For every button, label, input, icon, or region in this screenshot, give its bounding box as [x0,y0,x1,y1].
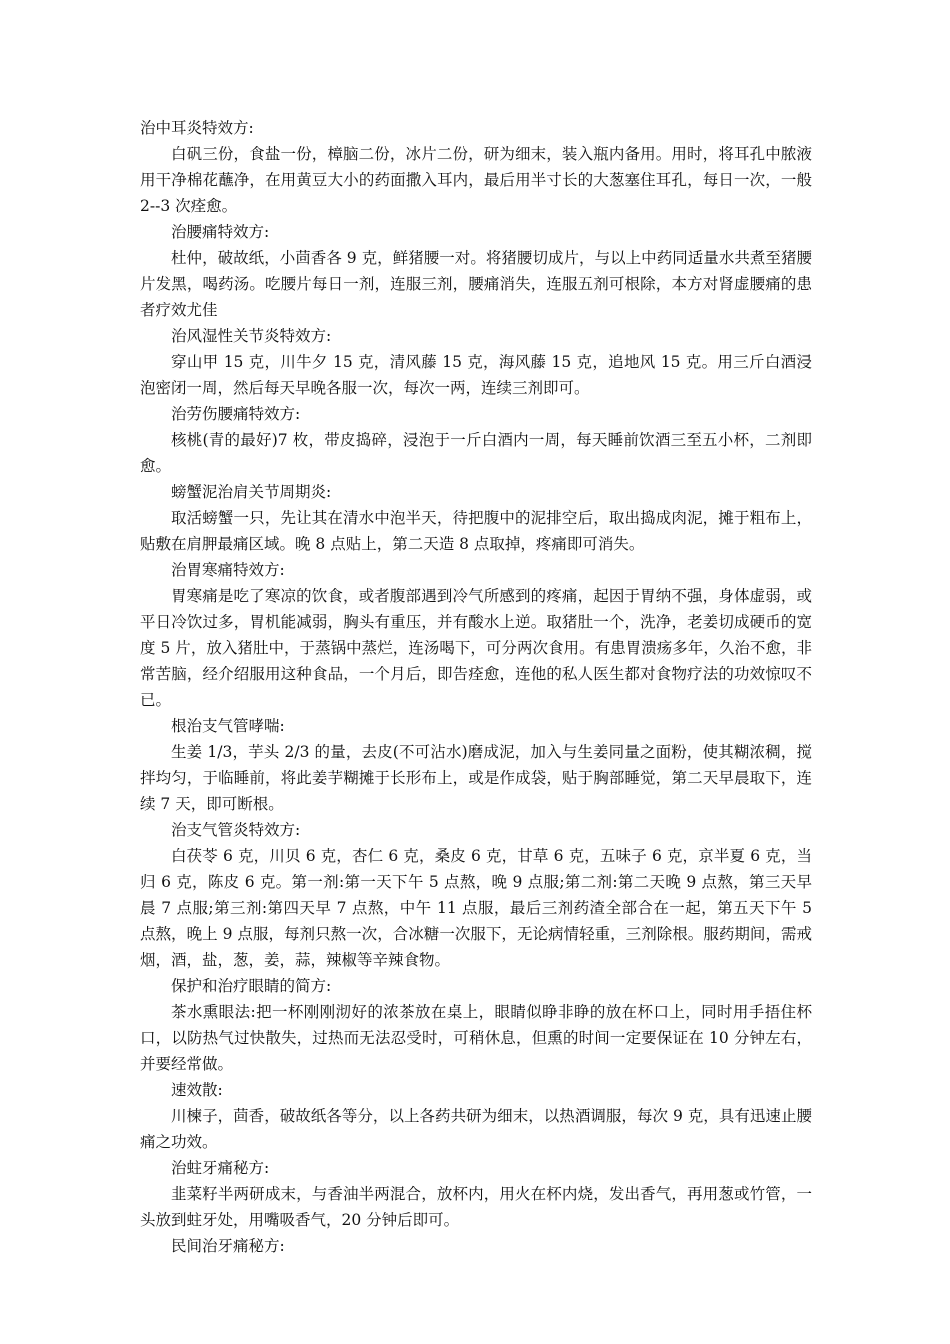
section-body: 穿山甲 15 克，川牛夕 15 克，清风藤 15 克，海风藤 15 克，追地风 15 克。用三斤白酒浸泡密闭一周，然后每天早晚各服一次，每次一两，连续三剂即可。 [140,353,812,397]
section-body: 取活螃蟹一只，先让其在清水中泡半天，待把腹中的泥排空后，取出捣成肉泥，摊于粗布上，贴敷在肩胛最痛区域。晚 8 点贴上，第二天造 8 点取掉，疼痛即可消失。 [140,509,812,553]
section-heading: 治蛀牙痛秘方: [171,1159,270,1177]
section-heading: 民间治牙痛秘方: [171,1237,285,1255]
section-body: 韭菜籽半两研成末，与香油半两混合，放杯内，用火在杯内烧，发出香气，再用葱或竹管，一头放到蛀牙处，用嘴吸香气，20 分钟后即可。 [140,1185,812,1229]
section-heading: 治胃寒痛特效方: [171,561,285,579]
section-body: 白茯苓 6 克，川贝 6 克，杏仁 6 克，桑皮 6 克，甘草 6 克，五味子 6 克，京半夏 6 克，当归 6 克，陈皮 6 克。第一剂:第一天下午 5 点熬，晚 9 点服;第二剂:第二天晚 9 点熬，第三天早晨 7 点服;第三剂:第四天早 7 点熬，中午 11 点服，最后三剂药渣全部合在一起，第五天下午 5 点熬，晚上 9 点服，每剂只熬一次，合冰糖一次服下，无论病情轻重，三剂除根。服药期间，需戒烟，酒，盐，葱，姜，蒜，辣椒等辛辣食物。 [140,847,812,969]
section-body: 川楝子，茴香，破故纸各等分，以上各药共研为细末，以热酒调服，每次 9 克，具有迅速止腰痛之功效。 [140,1107,812,1151]
section-body: 胃寒痛是吃了寒凉的饮食，或者腹部遇到冷气所感到的疼痛，起因于胃纳不强，身体虚弱，或平日冷饮过多，胃机能减弱，胸头有重压，并有酸水上逆。取猪肚一个，洗净，老姜切成硬币的宽度 5 片，放入猪肚中，于蒸锅中蒸烂，连汤喝下，可分两次食用。有患胃溃疡多年，久治不愈，非常苦脑，经介绍服用这种食品，一个月后，即告痊愈，连他的私人医生都对食物疗法的功效惊叹不已。 [140,587,812,709]
section-heading: 治劳伤腰痛特效方: [171,405,301,423]
section-body: 茶水熏眼法:把一杯刚刚沏好的浓茶放在桌上，眼睛似睁非睁的放在杯口上，同时用手捂住杯口，以防热气过快散失，过热而无法忍受时，可稍休息，但熏的时间一定要保证在 10 分钟左右，并要经常做。 [140,1003,812,1073]
section-heading: 治风湿性关节炎特效方: [171,327,332,345]
section-body: 生姜 1/3，芋头 2/3 的量，去皮(不可沾水)磨成泥，加入与生姜同量之面粉，使其糊浓稠，搅拌均匀，于临睡前，将此姜芋糊摊于长形布上，或是作成袋，贴于胸部睡觉，第二天早晨取下，连续 7 天，即可断根。 [140,743,812,813]
section-heading: 保护和治疗眼睛的简方: [171,977,332,995]
section-body: 杜仲，破故纸，小茴香各 9 克，鲜猪腰一对。将猪腰切成片，与以上中药同适量水共煮至猪腰片发黑，喝药汤。吃腰片每日一剂，连服三剂，腰痛消失，连服五剂可根除，本方对肾虚腰痛的患者疗效尤佳 [140,249,812,319]
section-heading: 治支气管炎特效方: [171,821,301,839]
section-body: 白矾三份，食盐一份，樟脑二份，冰片二份，研为细末，装入瓶内备用。用时，将耳孔中脓液用干净棉花蘸净，在用黄豆大小的药面撒入耳内，最后用半寸长的大葱塞住耳孔，每日一次，一般 2--3 次痊愈。 [140,145,812,215]
section-body: 核桃(青的最好)7 枚，带皮捣碎，浸泡于一斤白酒内一周，每天睡前饮酒三至五小杯，二剂即愈。 [140,431,812,475]
section-heading: 治腰痛特效方: [171,223,270,241]
section-heading: 螃蟹泥治肩关节周期炎: [171,483,332,501]
section-heading: 速效散: [171,1081,223,1099]
document-page [140,115,812,1259]
section-heading: 根治支气管哮喘: [171,717,285,735]
section-heading: 治中耳炎特效方: [140,119,254,137]
